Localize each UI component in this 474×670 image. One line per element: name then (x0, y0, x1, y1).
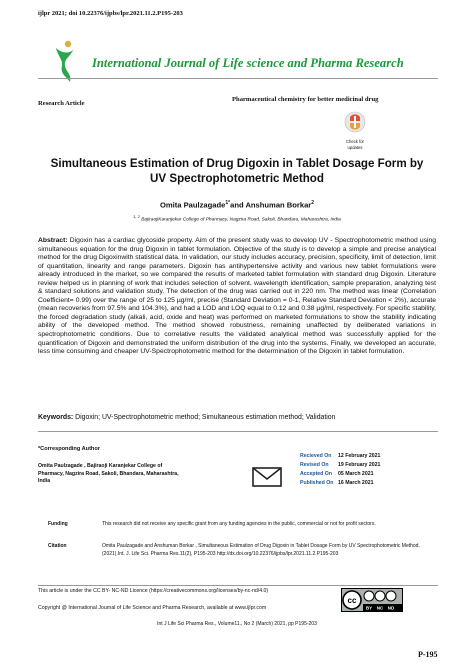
keywords-divider (38, 431, 438, 432)
license-text[interactable]: This article is under the CC BY- NC-ND Licence (https://creativecommons.org/licenses/by-nc-nd/4.0) (38, 588, 269, 594)
address-line: Pharmacy, Nagzira Road, Sakoli, Bhandara, Maharashtra, (38, 470, 179, 477)
page-number: P-195 (418, 650, 438, 659)
envelope-icon[interactable] (252, 467, 282, 487)
date-value: 05 March 2021 (338, 471, 374, 477)
copyright-text[interactable]: Copyright @ International Journal of Life Science and Pharma Research, available at www.ijlpr.com (38, 605, 267, 611)
author-2-sup: 2 (311, 200, 315, 206)
article-title (30, 156, 444, 186)
affiliation (0, 214, 474, 223)
abstract-label: Abstract: (38, 237, 68, 244)
funding-label: Funding (48, 521, 68, 527)
citation-text[interactable]: Omita Paulzagade and Anshuman Borkar , Simultaneous Estimation of Drug Digoxin in Tablet Dosage Form by UV Spectrophotometric Method.(2021).Int. J. Life Sci. Pharma Res.11(2), P195-203 http://dx.doi.org/10.22376/ijpbs/lpr.2021.11.2.P195-203 (102, 543, 420, 557)
journal-title: International Journal of Life science and Pharma Research (92, 56, 404, 70)
corresponding-author-label: *Corresponding Author (38, 446, 100, 452)
by-label: BY (365, 605, 373, 611)
nd-label: ND (387, 605, 395, 611)
date-value: 19 February 2021 (338, 462, 381, 468)
check-for-updates-badge[interactable] (342, 111, 368, 149)
keywords-label: Keywords: (38, 414, 74, 421)
abstract (38, 237, 436, 357)
corresponding-author-address (38, 463, 238, 486)
date-received (300, 452, 380, 461)
license-divider (38, 585, 438, 586)
crossmark-icon (344, 111, 366, 133)
date-value: 12 February 2021 (338, 453, 381, 459)
address-line: India (38, 478, 51, 484)
cc-label: cc (347, 596, 357, 605)
affiliation-sup: 1, 2 (133, 214, 140, 219)
author-list (0, 200, 474, 210)
author-2: and Anshuman Borkar (230, 200, 312, 210)
cc-by-nc-nd-badge-icon[interactable] (341, 588, 403, 612)
doi-line: ijlpr 2021; doi 10.22376/ijpbs/lpr.2021.11.2.P195-203 (38, 10, 183, 17)
title-line-2: UV Spectrophotometric Method (150, 172, 324, 185)
affiliation-text: BajiraojiKaranjekar College of Pharmacy, Nagzira Road, Sakoli, Bhandara, Maharashtra, India (141, 217, 341, 223)
abstract-text: Digoxin has a cardiac glycoside property. Aim of the present study was to develop UV - Spectrophotometric method using simultaneous equation for the drug Digoxin in tablet formulation. Objective of the study is to develop a simple and precise analytical method for the drug Digoxinwith statistical data. In validation, our study includes accuracy, precision, specificity, limit of detection, limit of quantitation, linearity and range parameters. Digoxin has antihypertensive activity and various new tablet formulations were already introduced in the market, so we compared the results of marketed tablet formulation with standard drug Digoxin. Literature review helped us in planning of work that includes selection of solvent, wavelength identification, sample preparation, analyzing test & standard solutions and validation study. The detection of the drug was carried out in 220 nm. The method was linear (Correlation Coefficient= 0.99) over the range of 25 to 125 µg/ml, precise (Standard Deviation = 0-1, Relative Standard Deviation < 2%), accurate (mean recoveries from 97.5% and 104.3%), and had a LOD and LOQ equal to 0.12 and 0.38 µg/ml, respectively. For specific stability, the forced degradation study (alkali, acid, oxide and heat) was performed on marketed formulations to show the stability indicating ability of the developed method. The method showed robustness, remaining unaffected by deliberated variations in spectrophotometric conditions. Due to correlative results the validated analytical method was successfully applied for the quantification of Digoxin and demonstrated the uniform distribution of the drug into the systems. Finally, we developed an accurate, less time consuming and cheaper UV-Spectrophotometric method for the determination of the Digoxin in tablet formulation. (38, 237, 436, 356)
date-label: Published On (300, 480, 334, 486)
date-revised (300, 461, 380, 470)
running-footer: Int J Life Sci Pharma Res., Volume11., No 2 (March) 2021, pp P195-203 (157, 621, 317, 627)
article-type: Research Article (38, 100, 85, 107)
date-label: Recieved On (300, 453, 332, 459)
date-published (300, 479, 380, 488)
nc-label: NC (376, 605, 384, 611)
address-line: Omita Paulzagade , Bajiraoji Karanjekar College of (38, 463, 163, 469)
date-label: Accepted On (300, 471, 332, 477)
funding-text: This research did not receive any specific grant from any funding agencies in the public, commercial or not for profit sectors. (102, 521, 376, 527)
date-accepted (300, 470, 380, 479)
check-for-label: Check for (346, 139, 364, 144)
keywords-text: Digoxin; UV-Spectrophotometric method; Simultaneous estimation method; Validation (73, 414, 336, 421)
journal-section: Pharmaceutical chemistry for better medicinal drug (232, 96, 379, 103)
article-dates (300, 452, 380, 488)
keywords (38, 414, 436, 421)
author-1: Omita Paulzagade (159, 200, 226, 210)
citation-label: Citation (48, 543, 67, 549)
header-divider (38, 78, 438, 79)
title-line-1: Simultaneous Estimation of Drug Digoxin in Tablet Dosage Form by (50, 157, 424, 170)
author-1-sup: 1* (225, 200, 231, 206)
date-label: Revised On (300, 462, 329, 468)
updates-label: updates (347, 145, 363, 150)
date-value: 16 March 2021 (338, 480, 374, 486)
